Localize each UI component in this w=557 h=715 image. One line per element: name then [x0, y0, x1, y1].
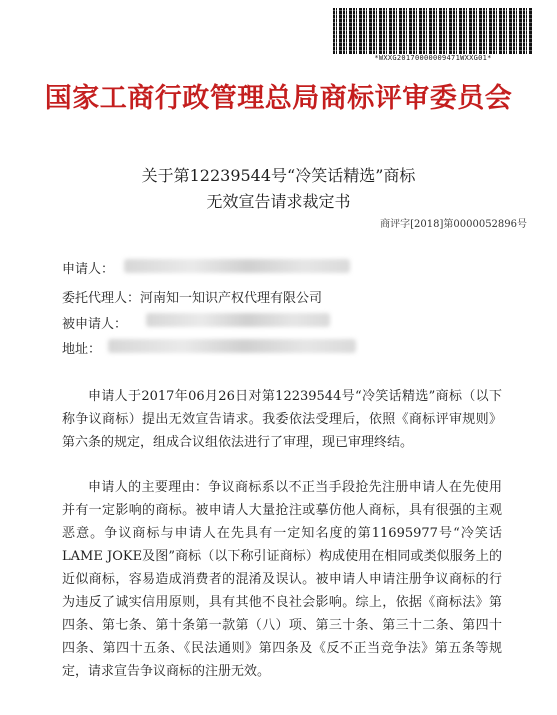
party-agent-row [62, 287, 322, 306]
paragraph-applicant-reasons: 申请人的主要理由：争议商标系以不正当手段抢先注册申请人在先使用并有一定影响的商标。被申请人大量抢注或摹仿他人商标，具有很强的主观恶意。争议商标与申请人在先具有一定知名度的第11695977号“冷笑话LAME JOKE及图”商标（以下称引证商标）构成使用在相同或类似服务上的近似商标，容易造成消费者的混淆及误认。被申请人申请注册争议商标的行为违反了诚实信用原则，具有其他不良社会影响。综上，依据《商标法》第四条、第七条、第十条第一款第（八）项、第三十条、第三十二条、第四十四条、第四十五条、《民法通则》第四条及《反不正当竞争法》第五条等规定，请求宣告争议商标的注册无效。 [62, 480, 502, 679]
barcode-text: *WXXG20170000009471WXXG01* [374, 54, 492, 62]
party-respondent-label: 被申请人： [62, 317, 128, 332]
party-agent-value: 河南知一知识产权代理有限公司 [140, 291, 323, 306]
barcode [333, 8, 533, 54]
redacted-respondent [146, 313, 330, 327]
document-number: 商评字[2018]第0000052896号 [380, 219, 527, 230]
document-title-line-1: 关于第12239544号“冷笑话精选”商标 [141, 166, 416, 185]
redacted-address [108, 339, 356, 353]
redacted-applicant [124, 259, 350, 273]
paragraph-request: 申请人于2017年06月26日对第12239544号“冷笑话精选”商标（以下称争议商标）提出无效宣告请求。我委依法受理后，依照《商标评审规则》第六条的规定，组成合议组依法进行了审理，现已审理终结。 [62, 389, 502, 450]
document-title-line-2: 无效宣告请求裁定书 [206, 192, 351, 211]
party-applicant-label: 申请人： [62, 262, 115, 277]
issuing-authority: 国家工商行政管理总局商标评审委员会 [44, 83, 513, 114]
party-agent-label: 委托代理人： [62, 291, 141, 306]
party-address-label: 地址： [62, 342, 102, 357]
